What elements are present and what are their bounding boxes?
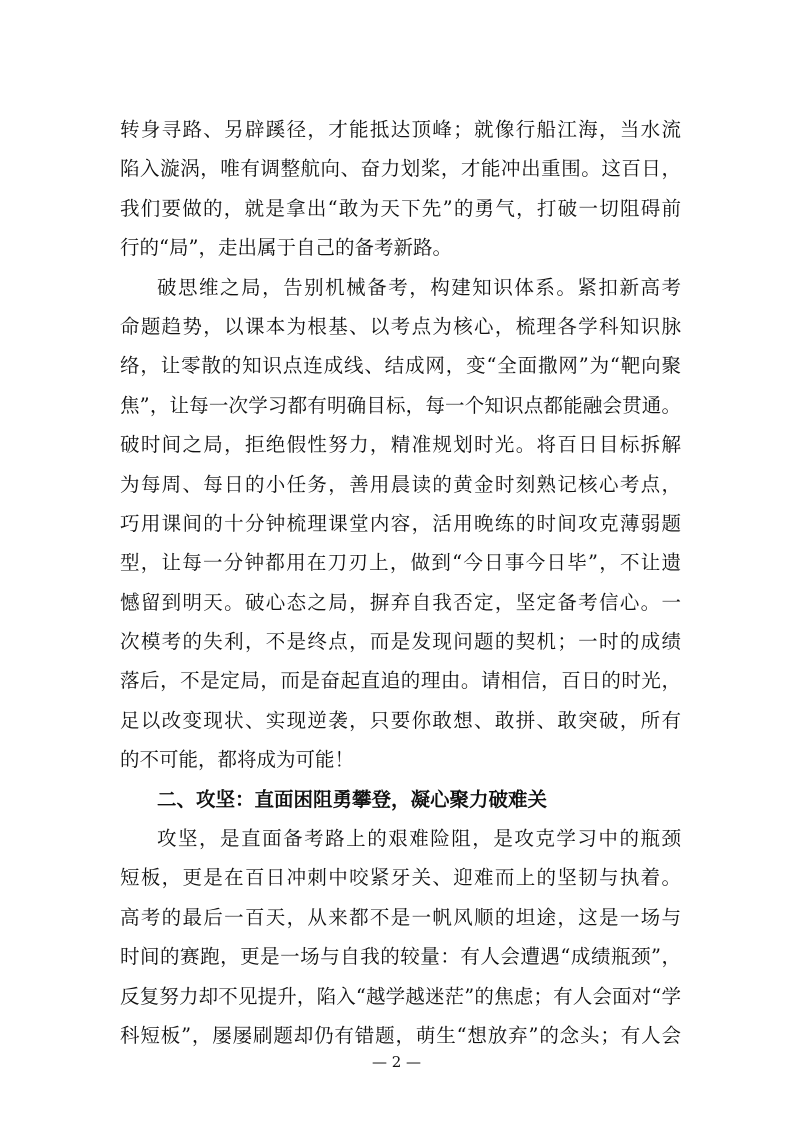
text-line: 足以改变现状、实现逆袭，只要你敢想、敢拼、敢突破，所有 (120, 708, 681, 732)
text-line: 攻坚，是直面备考路上的艰难险阻，是攻克学习中的瓶颈 (157, 827, 681, 851)
text-line: 命题趋势，以课本为根基、以考点为核心，梳理各学科知识脉 (120, 314, 681, 338)
text-line: 落后，不是定局，而是奋起直追的理由。请相信，百日的时光， (120, 669, 681, 693)
text-line: 反复努力却不见提升，陷入“越学越迷茫”的焦虑；有人会面对“学 (120, 984, 681, 1008)
text-line: 转身寻路、另辟蹊径，才能抵达顶峰；就像行船江海，当水流 (120, 118, 681, 141)
text-line: 时间的赛跑，更是一场与自我的较量：有人会遭遇“成绩瓶颈”， (120, 945, 681, 969)
text-line: 焦”，让每一次学习都有明确目标，每一个知识点都能融会贯通。 (120, 393, 681, 417)
text-line: 络，让零散的知识点连成线、结成网，变“全面撒网”为“靶向聚 (120, 354, 681, 378)
text-line: 次模考的失利，不是终点，而是发现问题的契机；一时的成绩 (120, 630, 681, 654)
text-line: 行的“局”，走出属于自己的备考新路。 (120, 236, 452, 260)
text-line: 破思维之局，告别机械备考，构建知识体系。紧扣新高考 (157, 275, 681, 299)
text-line: 我们要做的，就是拿出“敢为天下先”的勇气，打破一切阻碍前 (120, 196, 681, 220)
text-line: 高考的最后一百天，从来都不是一帆风顺的坦途，这是一场与 (120, 905, 681, 929)
document-body (120, 110, 681, 1055)
text-line: 短板，更是在百日冲刺中咬紧牙关、迎难而上的坚韧与执着。 (120, 866, 681, 890)
text-line: 憾留到明天。破心态之局，摒弃自我否定，坚定备考信心。一 (120, 590, 681, 614)
text-line: 破时间之局，拒绝假性努力，精准规划时光。将百日目标拆解 (120, 433, 681, 457)
text-line: 巧用课间的十分钟梳理课堂内容，活用晚练的时间攻克薄弱题 (120, 511, 681, 535)
text-line: 为每周、每日的小任务，善用晨读的黄金时刻熟记核心考点， (120, 472, 681, 496)
text-line: 的不可能，都将成为可能！ (120, 748, 355, 772)
section-heading: 二、攻坚：直面困阻勇攀登，凝心聚力破难关 (157, 787, 548, 811)
text-line: 型，让每一分钟都用在刀刃上，做到“今日事今日毕”，不让遗 (120, 551, 681, 575)
text-line: 陷入漩涡，唯有调整航向、奋力划桨，才能冲出重围。这百日， (120, 157, 681, 181)
page-number: — 2 — (371, 1053, 422, 1071)
text-line: 科短板”，屡屡刷题却仍有错题，萌生“想放弃”的念头；有人会 (120, 1023, 681, 1047)
